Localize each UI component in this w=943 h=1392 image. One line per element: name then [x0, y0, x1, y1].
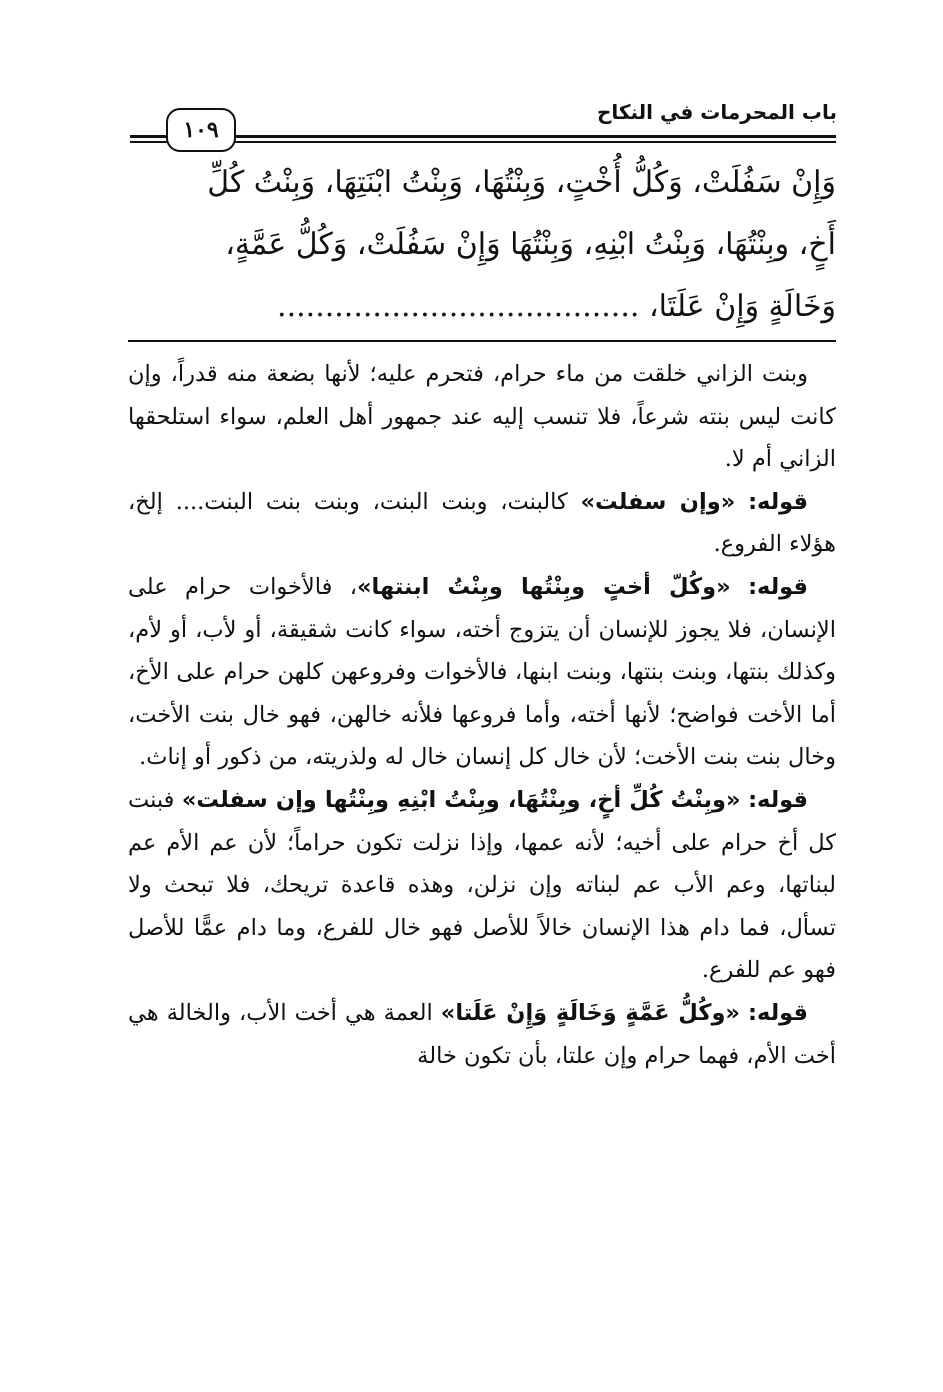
- chapter-title: باب المحرمات في النكاح: [596, 100, 837, 124]
- paragraph: وبنت الزاني خلقت من ماء حرام، فتحرم عليه؛ لأنها بضعة منه قدراً، وإن كانت ليس بنته شرعاً، فلا تنسب إليه عند جمهور أهل العلم، سواء استلحقها الزاني أم لا.: [128, 361, 836, 473]
- qawluh-label: قوله:: [748, 999, 808, 1026]
- matn-separator: [128, 340, 836, 342]
- paragraph-text: العمة هي أخت الأب، والخالة هي أخت الأم، فهما حرام وإن علتا، بأن تكون خالة: [128, 999, 836, 1069]
- header-rule-thin: [130, 141, 836, 143]
- quoted-matn: «وبِنْتُ كُلِّ أخٍ، وبِنْتُهَا، وبِنْتُ ابْنِهِ وبِنْتُها وإن سفلت»: [181, 786, 741, 813]
- qawluh-label: قوله:: [748, 488, 808, 515]
- qawluh-label: قوله:: [748, 786, 808, 813]
- quoted-matn: «وكُلّ أختٍ وبِنْتُها وبِنْتُ ابنتها»: [357, 573, 731, 600]
- paragraph: [128, 779, 836, 992]
- paragraph: [128, 992, 836, 1077]
- matn-line: وَخَالَةٍ وَإِنْ عَلَتَا، ......................................: [277, 289, 836, 324]
- quoted-matn: «وكُلُّ عَمَّةٍ وَخَالَةٍ وَإِنْ عَلَتا»: [440, 999, 740, 1026]
- paragraph: [128, 566, 836, 779]
- qawluh-label: قوله:: [748, 573, 808, 600]
- paragraph-text: ، فالأخوات حرام على الإنسان، فلا يجوز للإنسان أن يتزوج أخته، سواء كانت شقيقة، أو لأب، أو لأم، وكذلك بنتها، وبنت بنتها، وبنت ابنها، فالأخوات وفروعهن كلهن حرام على الأخ، أما الأخت فواضح؛ لأنها أخته، وأما فروعها فلأنه خالهن، فهو خال بنت الأخت، وخال بنت بنت الأخت؛ لأن خال كل إنسان خال له ولذريته، من ذكور أو إناث.: [128, 573, 836, 771]
- matn-line: أَخٍ، وبِنْتُهَا، وَبِنْتُ ابْنِهِ، وَبِنْتُهَا وَإِنْ سَفُلَتْ، وَكُلُّ عَمَّةٍ،: [225, 227, 836, 262]
- commentary: [128, 353, 836, 1077]
- matn-line: وَإِنْ سَفُلَتْ، وَكُلُّ أُخْتٍ، وَبِنْتُهَا، وَبِنْتُ ابْنَتِهَا، وَبِنْتُ كُلِّ: [207, 165, 836, 200]
- paragraph-text: كالبنت، وبنت البنت، وبنت بنت البنت.... إلخ، هؤلاء الفروع.: [128, 488, 836, 558]
- paragraph-text: فبنت كل أخ حرام على أخيه؛ لأنه عمها، وإذا نزلت تكون حراماً؛ لأن عم الأم عم لبناتها، وعم الأب عم لبناته وإن نزلن، وهذه قاعدة تريحك، فلا تبحث ولا تسأل، فما دام هذا الإنسان خالاً للأصل فهو خال للفرع، وما دام عمًّا للأصل فهو عم للفرع.: [128, 786, 836, 984]
- quoted-matn: «وإن سفلت»: [580, 488, 736, 515]
- page-number: ١٠٩: [166, 108, 236, 152]
- paragraph: [128, 481, 836, 566]
- matn-text: [128, 152, 836, 338]
